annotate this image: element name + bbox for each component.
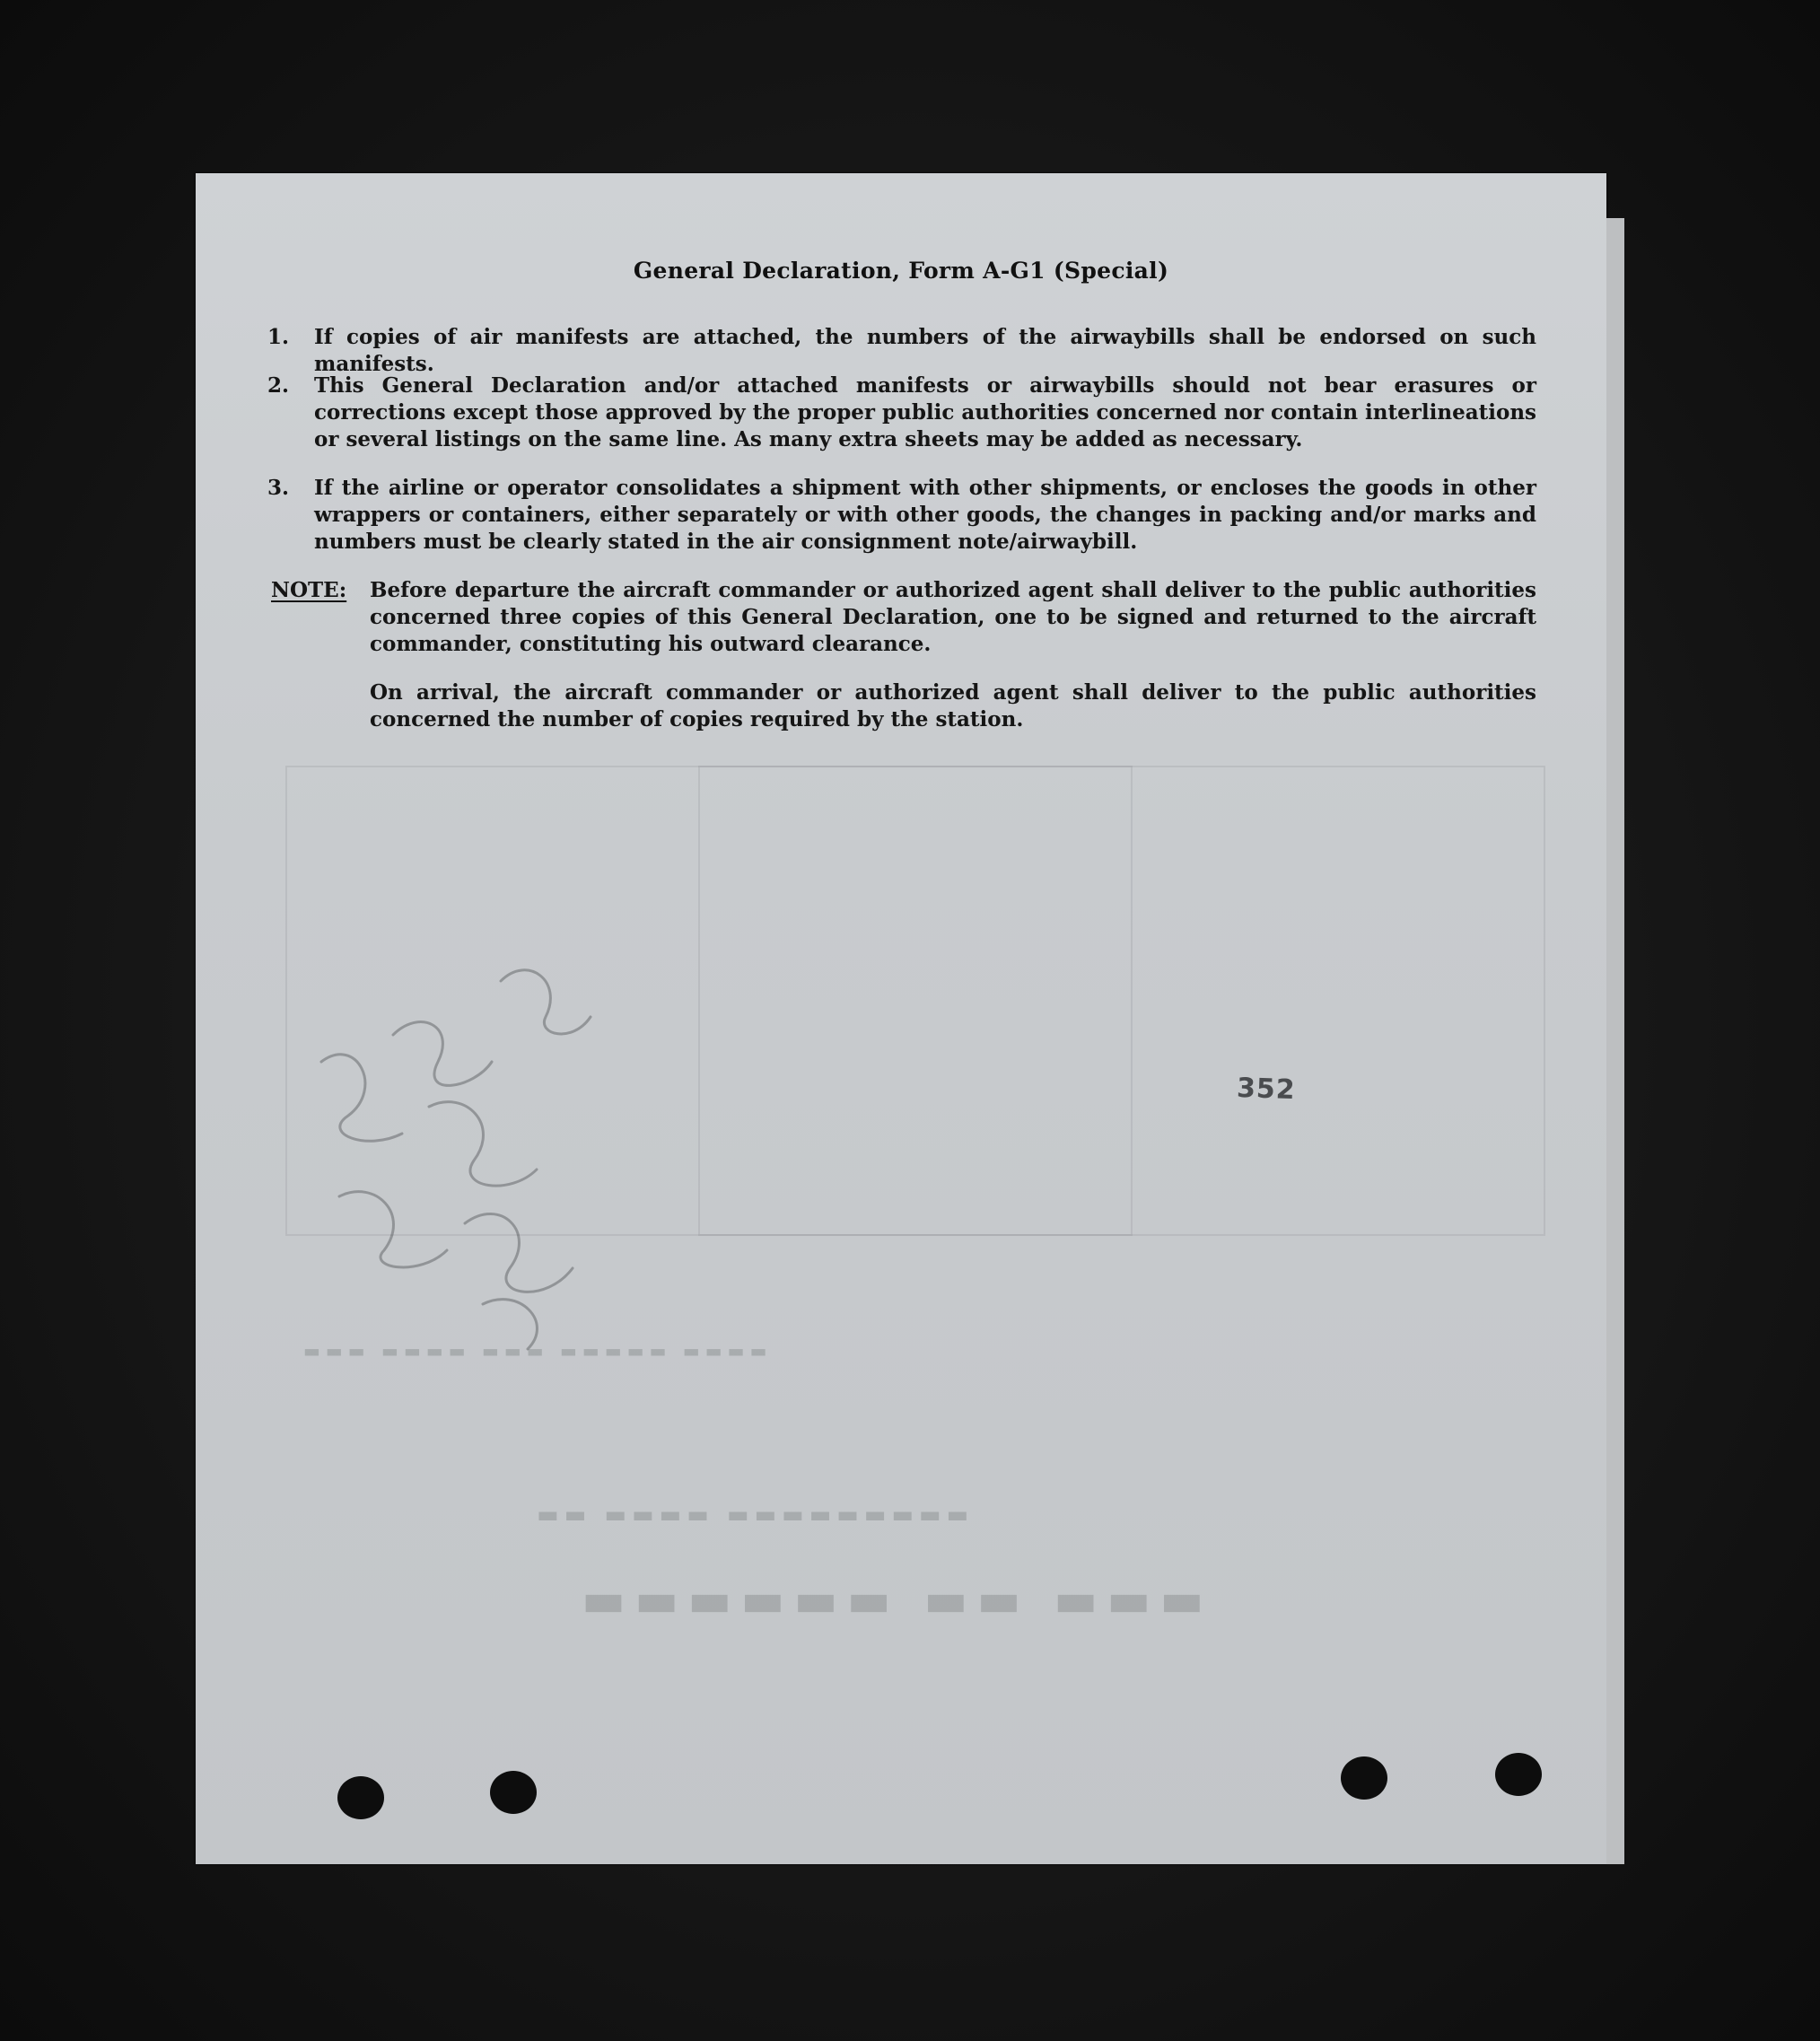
form-title: General Declaration, Form A-G1 (Special) — [633, 258, 1169, 284]
show-through-text: ▬▬▬ ▬▬ ▬▬▬▬▬▬ — [573, 1573, 1204, 1627]
item-number: 1. — [267, 325, 290, 349]
item-text: This General Declaration and/or attached manifests or airwaybills should not bear erasures or corrections except those approved by the proper public authorities concerned nor contain interlineations or several listings on the same line. As many extra sheets may be added as necessary. — [314, 373, 1536, 451]
punch-hole — [1495, 1753, 1542, 1796]
show-through-text: ▬▬▬ ▬▬▬▬ ▬▬▬ ▬▬▬▬▬ ▬▬▬▬ — [303, 1340, 773, 1362]
note-label: NOTE: — [271, 578, 347, 602]
note-paragraph-1: Before departure the aircraft commander or authorized agent shall deliver to the public authorities concerned three copies of this General Declaration, one to be signed and returned to the aircraft commander, constituting his outward clearance. — [370, 578, 1536, 656]
page-edge — [1606, 218, 1624, 1864]
note-section — [271, 577, 1536, 733]
handwritten-annotation — [285, 927, 626, 1376]
note-paragraph-2: On arrival, the aircraft commander or authorized agent shall deliver to the public authorities concerned the number of copies required by the station. — [370, 680, 1536, 731]
item-number: 2. — [267, 373, 290, 398]
punch-hole — [490, 1771, 537, 1814]
instruction-item-3 — [267, 475, 1536, 556]
item-number: 3. — [267, 476, 290, 500]
document-page — [196, 173, 1606, 1864]
instruction-item-1 — [267, 324, 1536, 378]
punch-hole — [337, 1776, 384, 1819]
instruction-item-2 — [267, 372, 1536, 453]
item-text: If copies of air manifests are attached, the numbers of the airwaybills shall be endorsed on such manifests. — [314, 325, 1536, 376]
punch-hole — [1341, 1756, 1387, 1800]
item-text: If the airline or operator consolidates a shipment with other shipments, or encloses the goods in other wrappers or containers, either separately or with other goods, the changes in packing and/or marks and numbers must be clearly stated in the air consignment note/airwaybill. — [314, 476, 1536, 554]
show-through-box — [698, 766, 1133, 1236]
show-through-text: ▬▬ ▬▬▬▬ ▬▬▬▬▬▬▬▬▬ — [537, 1502, 975, 1529]
stamped-number: 352 — [1236, 1072, 1297, 1107]
